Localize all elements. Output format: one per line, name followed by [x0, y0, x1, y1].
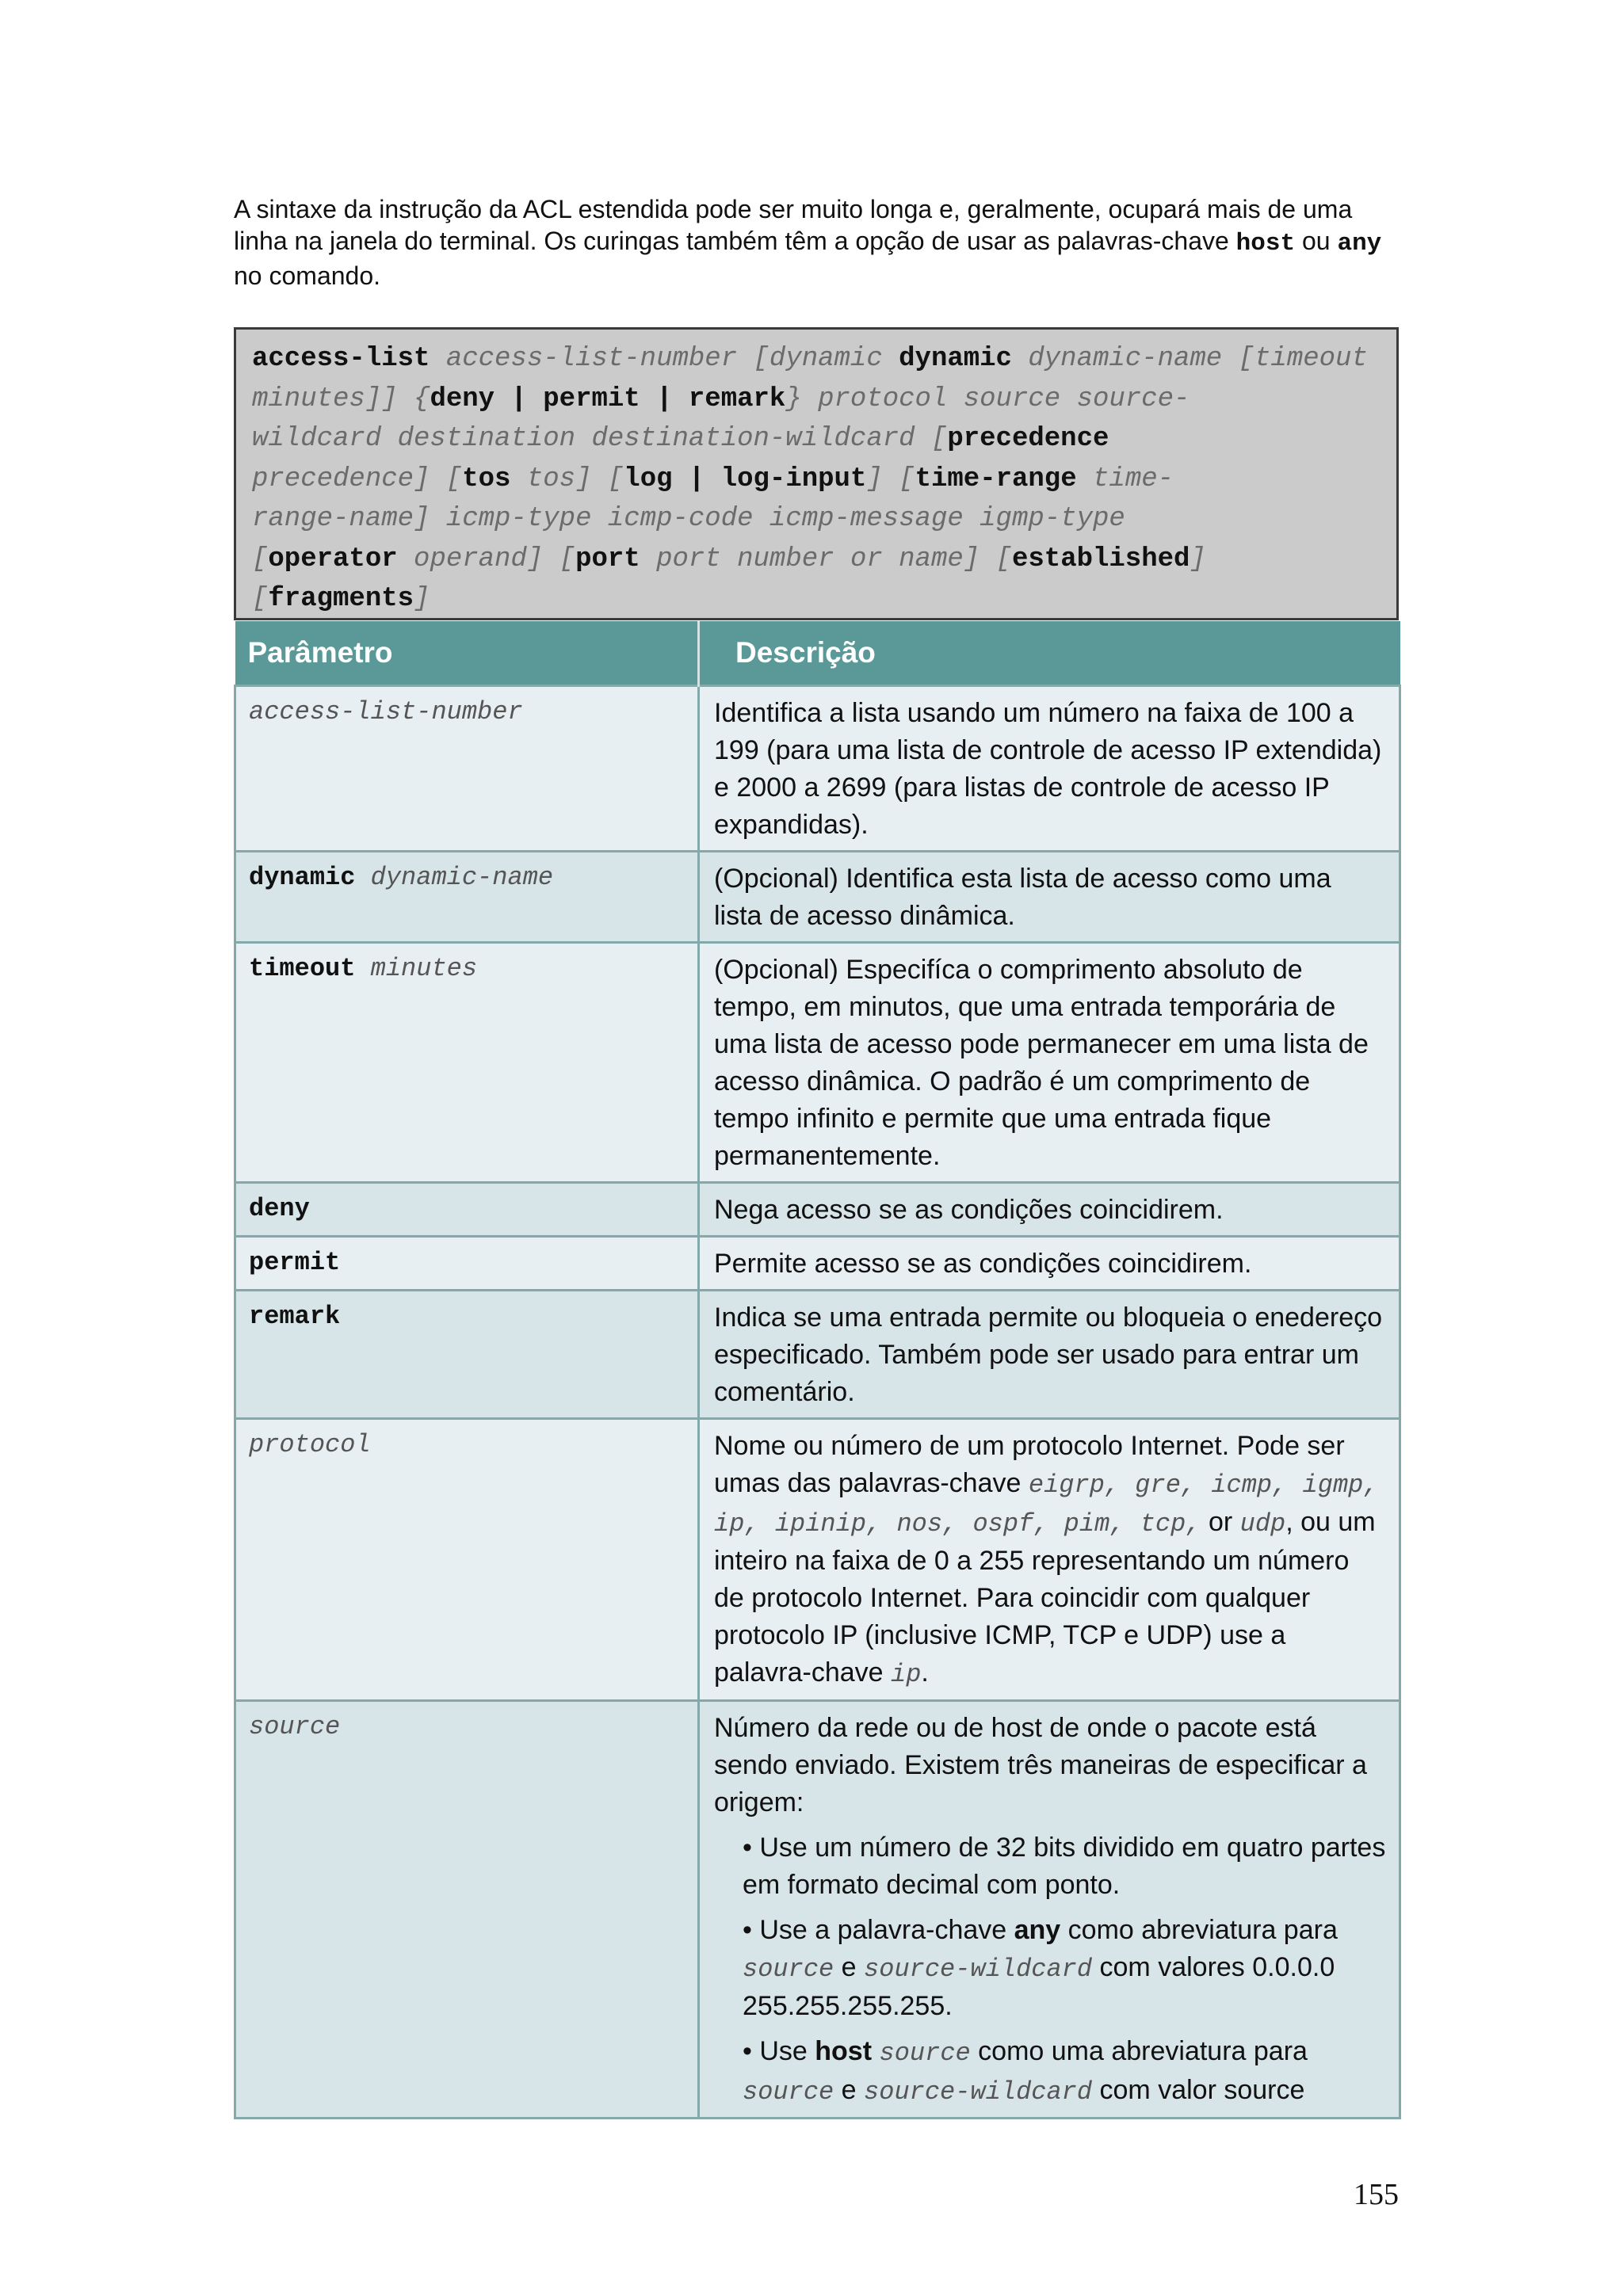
placeholder-text: dynamic-name — [370, 863, 554, 892]
text — [430, 344, 445, 374]
text: • Use — [743, 2036, 815, 2066]
description-cell — [699, 1237, 1400, 1291]
description-cell — [699, 686, 1400, 852]
text: Permite acesso se as condições coincidirem. — [714, 1249, 1252, 1279]
placeholder-text: minutes]] { — [252, 383, 430, 414]
parameters-table — [234, 621, 1401, 2119]
parameter-cell — [235, 943, 699, 1183]
text: e — [834, 2075, 865, 2105]
parameter-cell — [235, 1419, 699, 1701]
keyword: time-range — [915, 463, 1077, 494]
text: • Use a palavra-chave — [743, 1915, 1014, 1945]
syntax-line — [252, 579, 1381, 620]
description-cell — [699, 1701, 1400, 2119]
parameter-cell — [235, 1291, 699, 1419]
table-row — [235, 1701, 1400, 2119]
placeholder-text: source — [249, 1712, 341, 1741]
placeholder-text: range-name] icmp-type icmp-code icmp-message igmp-type — [252, 504, 1125, 534]
bullet-item — [743, 1829, 1386, 1904]
header-description: Descrição — [699, 621, 1400, 686]
description-cell — [699, 1291, 1400, 1419]
parameter-cell — [235, 1701, 699, 2119]
text: • Use um número de 32 bits dividido em quatro partes em formato decimal com ponto. — [743, 1833, 1386, 1900]
keyword: tos — [462, 463, 511, 494]
text: (Opcional) Identifica esta lista de acesso como uma lista de acesso dinâmica. — [714, 864, 1331, 931]
intro-or: ou — [1301, 227, 1331, 255]
text: como abreviatura para — [1060, 1915, 1338, 1945]
page-number: 155 — [1354, 2178, 1399, 2211]
placeholder-text: minutes — [370, 954, 478, 983]
bullet-item — [743, 1912, 1386, 2025]
keyword: precedence — [947, 424, 1109, 454]
placeholder-text: source-wildcard — [864, 2077, 1093, 2107]
placeholder-text: wildcard destination destination-wildcard [ — [252, 424, 948, 454]
keyword: timeout — [249, 954, 356, 983]
placeholder-text: time- — [1076, 463, 1174, 494]
table-header-row — [235, 621, 1400, 686]
description-cell — [699, 852, 1400, 943]
placeholder-text: access-list-number — [249, 697, 523, 727]
placeholder-text: ] [ — [866, 463, 915, 494]
syntax-line — [252, 419, 1381, 460]
keyword: any — [1014, 1915, 1061, 1945]
placeholder-text: [ — [252, 543, 269, 574]
placeholder-text: } protocol source source- — [785, 383, 1190, 414]
bullet-item — [743, 2033, 1386, 2111]
placeholder-text: operand] [ — [397, 543, 576, 574]
keyword: log | log-input — [624, 463, 867, 494]
intro-text: A sintaxe da instrução da ACL estendida pode ser muito longa e, geralmente, ocupará mais de uma linha na janela do terminal. Os curingas também têm a opção de usar as palavras-chave — [234, 195, 1353, 255]
keyword: deny — [249, 1194, 310, 1223]
keyword: deny | permit | remark — [430, 383, 786, 414]
keyword: dynamic — [899, 344, 1012, 374]
keyword: dynamic — [249, 863, 356, 892]
keyword-any: any — [1337, 230, 1382, 257]
placeholder-text: source — [743, 1955, 834, 1984]
parameter-cell — [235, 852, 699, 943]
text: Identifica a lista usando um número na faixa de 100 a 199 (para uma lista de controle de acesso IP extendida) e 2000 a 2699 (para listas de controle de acesso IP expandidas). — [714, 698, 1382, 840]
keyword: host — [815, 2036, 873, 2066]
text — [355, 863, 370, 892]
placeholder-text: port number or name] [ — [640, 543, 1012, 574]
text: (Opcional) Especifíca o comprimento absoluto de tempo, em minutos, que uma entrada temporária de uma lista de acesso pode permanecer em uma lista de acesso dinâmica. O padrão é um comprimento de tempo infinito e permite que uma entrada fique permanentemente. — [714, 955, 1369, 1171]
syntax-line — [252, 540, 1381, 580]
text — [355, 954, 370, 983]
parameter-cell — [235, 1183, 699, 1237]
text: como uma abreviatura para — [970, 2036, 1308, 2066]
placeholder-text: protocol — [249, 1430, 371, 1459]
text: e — [834, 1952, 865, 1982]
text: com valor source — [1092, 2075, 1305, 2105]
table-row — [235, 1183, 1400, 1237]
header-parameter: Parâmetro — [235, 621, 699, 686]
acl-syntax-box — [234, 327, 1399, 620]
placeholder-text: tos] [ — [510, 463, 624, 494]
placeholder-text: dynamic-name [timeout — [1028, 344, 1368, 374]
text: Nega acesso se as condições coincidirem. — [714, 1195, 1224, 1225]
placeholder-text: access-list-number [dynamic — [445, 344, 883, 374]
placeholder-text: eigrp, gre, icmp, igmp, ip, ipinip, nos, ospf, pim, tcp, — [714, 1470, 1379, 1539]
keyword-host: host — [1235, 230, 1296, 257]
placeholder-text: precedence] [ — [252, 463, 463, 494]
description-cell — [699, 943, 1400, 1183]
text: . — [921, 1657, 929, 1688]
text: or — [1201, 1507, 1240, 1537]
text: com valores 0.0.0.0 255.255.255.255. — [743, 1952, 1335, 2021]
keyword: port — [575, 543, 640, 574]
keyword: fragments — [268, 584, 414, 614]
placeholder-text: source — [879, 2039, 971, 2068]
keyword: permit — [249, 1248, 341, 1277]
table-row — [235, 1237, 1400, 1291]
description-cell — [699, 1419, 1400, 1701]
text: Número da rede ou de host de onde o pacote está sendo enviado. Existem três maneiras de especificar a origem: — [714, 1713, 1367, 1817]
placeholder-text: udp — [1239, 1509, 1286, 1539]
parameter-cell — [235, 1237, 699, 1291]
keyword: established — [1011, 543, 1190, 574]
text: Indica se uma entrada permite ou bloqueia o enedereço especificado. Também pode ser usado para entrar um comentário. — [714, 1302, 1383, 1407]
syntax-line — [252, 339, 1381, 379]
parameter-cell — [235, 686, 699, 852]
table-row — [235, 852, 1400, 943]
intro-end: no comando. — [234, 261, 381, 290]
placeholder-text: [ — [252, 584, 269, 614]
table-row — [235, 1291, 1400, 1419]
keyword: access-list — [252, 344, 430, 374]
syntax-line — [252, 499, 1381, 540]
syntax-line — [252, 379, 1381, 420]
text — [872, 2036, 879, 2066]
placeholder-text: ip — [891, 1660, 922, 1689]
syntax-line — [252, 460, 1381, 500]
text — [883, 344, 899, 374]
description-cell — [699, 1183, 1400, 1237]
intro-paragraph — [234, 193, 1399, 292]
text — [1012, 344, 1028, 374]
table-row — [235, 1419, 1400, 1701]
placeholder-text: source — [743, 2077, 834, 2107]
text: Nome ou número de um protocolo Internet. Pode ser umas das palavras-chave — [714, 1431, 1345, 1498]
keyword: operator — [268, 543, 398, 574]
table-row — [235, 943, 1400, 1183]
table-row — [235, 686, 1400, 852]
text: , ou um inteiro na faixa de 0 a 255 representando um número de protocolo Internet. Para coincidir com qualquer protocolo IP (inclusive ICMP, TCP e UDP) use a palavra-chave — [714, 1507, 1376, 1688]
keyword: remark — [249, 1302, 341, 1331]
placeholder-text: source-wildcard — [864, 1955, 1093, 1984]
placeholder-text: ] — [1190, 543, 1206, 574]
table-body — [235, 686, 1400, 2119]
placeholder-text: ] — [414, 584, 430, 614]
